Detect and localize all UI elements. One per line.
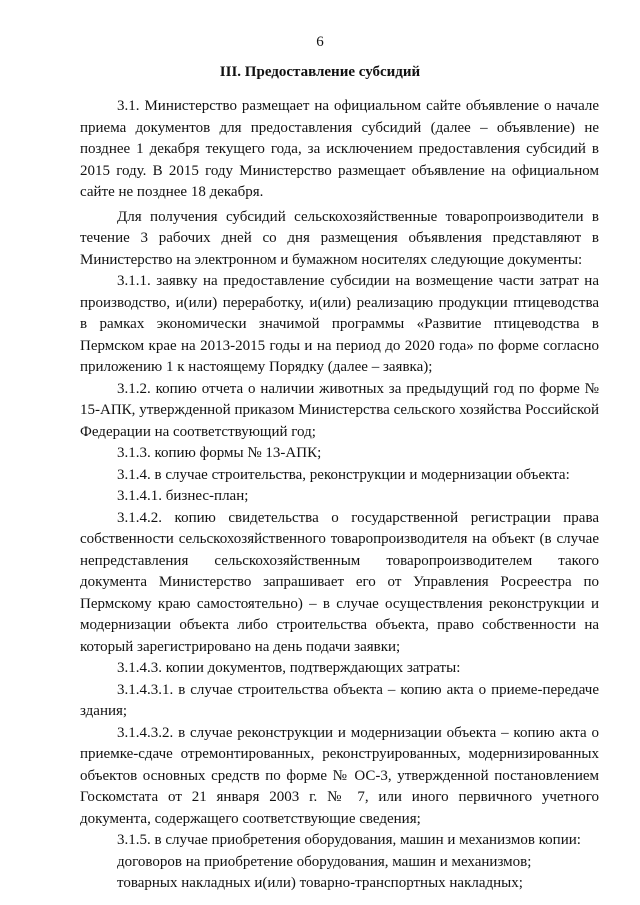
paragraph-3-1-4-1: 3.1.4.1. бизнес-план; (117, 488, 249, 504)
paragraph-3-1-4-3-2: 3.1.4.3.2. в случае реконструкции и модернизации объекта – копию акта о приемке-сдаче отремонтированных, реконструированных, модернизированных объектов основных средств по форме № ОС-3, утвержденной постановлением Госкомстата от 21 января 2003 г. № 7, или иного первичного учетного документа, содержащего соответствующие сведения; (80, 724, 599, 827)
paragraph-contracts: договоров на приобретение оборудования, машин и механизмов; (117, 853, 532, 870)
paragraph-3-1-3: 3.1.3. копию формы № 13-АПК; (117, 445, 322, 461)
paragraph-invoices: товарных накладных и(или) товарно-транспортных накладных; (117, 875, 523, 891)
page-number: 6 (316, 34, 324, 50)
paragraph-3-1-4-3-1: 3.1.4.3.1. в случае строительства объекта – копию акта о приеме-передаче здания; (80, 681, 599, 719)
paragraph-3-1-1: 3.1.1. заявку на предоставление субсидии на возмещение части затрат на производство, и(или) переработку, и(или) реализацию продукции птицеводства в рамках экономически значимой программы «Развитие птицеводства в Пермском крае на 2013-2015 годы и на период до 2020 года» по форме согласно приложению 1 к настоящему Порядку (далее – заявка); (80, 273, 599, 375)
paragraph-3-1-4: 3.1.4. в случае строительства, реконструкции и модернизации объекта: (117, 466, 570, 483)
paragraph-3-1-2: 3.1.2. копию отчета о наличии животных за предыдущий год по форме № 15-АПК, утвержденной приказом Министерства сельского хозяйства Российской Федерации на соответствующий год; (80, 380, 599, 440)
section-title: III. Предоставление субсидий (219, 64, 421, 80)
paragraph-3-1: 3.1. Министерство размещает на официальном сайте объявление о начале приема документов для предоставления субсидий (далее – объявление) не позднее 1 декабря текущего года, за исключением предоставления субсидий в 2015 году. В 2015 году Министерство размещает объявление на официальном сайте не позднее 18 декабря. (80, 98, 599, 200)
document-body (80, 96, 599, 895)
paragraph-3-1-5: 3.1.5. в случае приобретения оборудования, машин и механизмов копии: (117, 832, 581, 848)
paragraph-intro-documents: Для получения субсидий сельскохозяйственные товаропроизводители в течение 3 рабочих дней со дня размещения объявления представляют в Министерство на электронном и бумажном носителях следующие документы: (80, 208, 599, 268)
paragraph-3-1-4-2: 3.1.4.2. копию свидетельства о государственной регистрации права собственности сельскохозяйственного товаропроизводителя на объект (в случае непредставления сельскохозяйственным товаропроизводителем такого документа Министерство запрашивает его от Управления Росреестра по Пермскому краю самостоятельно) – в случае осуществления реконструкции и модернизации объекта либо строительства объекта, право собственности на который зарегистрировано на день подачи заявки; (80, 509, 599, 655)
paragraph-3-1-4-3: 3.1.4.3. копии документов, подтверждающих затраты: (117, 660, 461, 676)
